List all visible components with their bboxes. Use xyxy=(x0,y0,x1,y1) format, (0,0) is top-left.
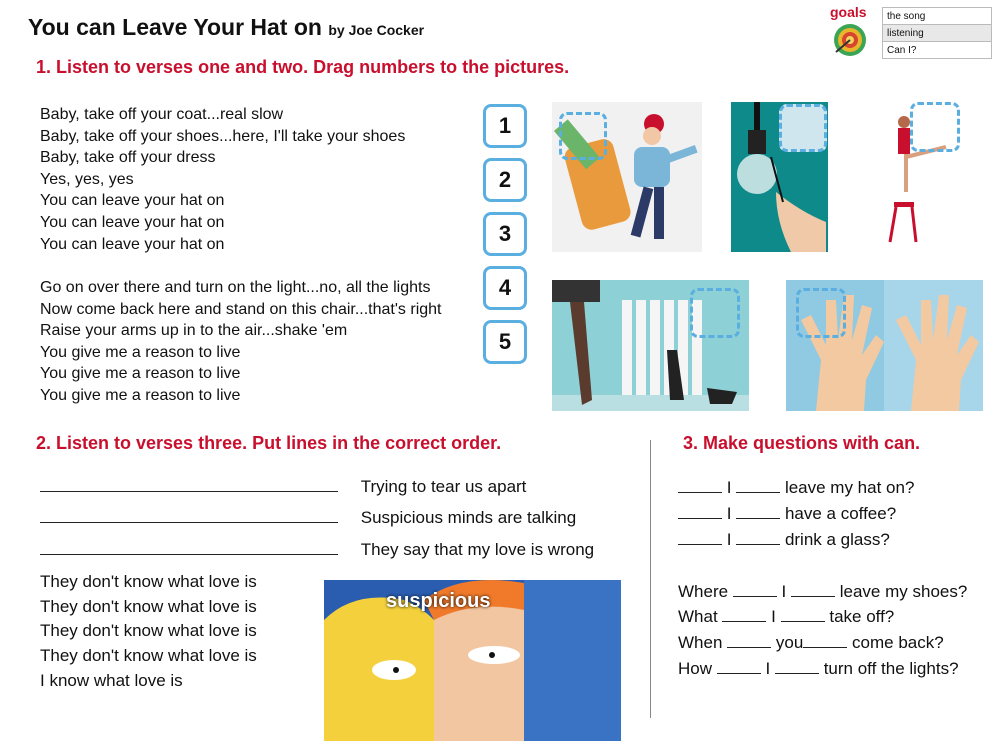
question-row xyxy=(678,530,890,550)
lyric-line: They don't know what love is xyxy=(40,572,257,591)
question-row xyxy=(678,633,944,653)
question-word: I xyxy=(726,530,732,549)
question-word: I xyxy=(726,504,732,523)
question-word: Where xyxy=(678,582,729,601)
drop-target[interactable] xyxy=(690,288,740,338)
goals-table xyxy=(882,7,992,59)
picture-coat xyxy=(552,102,702,252)
question-word: What xyxy=(678,607,718,626)
goal-item: listening xyxy=(883,25,992,42)
lyric-line: You give me a reason to live xyxy=(40,386,241,404)
answer-blank[interactable] xyxy=(40,540,338,555)
answer-blank[interactable] xyxy=(717,659,761,674)
order-row xyxy=(40,508,576,528)
verse-one xyxy=(40,104,405,255)
question-text: take off? xyxy=(829,607,895,626)
question-row xyxy=(678,504,896,524)
lyric-line: Raise your arms up in to the air...shake 'em xyxy=(40,322,348,340)
goals-label: goals xyxy=(830,4,867,20)
question-row xyxy=(678,582,967,602)
answer-blank[interactable] xyxy=(727,633,771,648)
picture-shoes xyxy=(552,280,749,411)
answer-blank[interactable] xyxy=(775,659,819,674)
lyric-line: Baby, take off your shoes...here, I'll take your shoes xyxy=(40,127,406,145)
drop-target[interactable] xyxy=(779,104,827,152)
drag-number-2[interactable]: 2 xyxy=(483,158,527,202)
lyric-line: They don't know what love is xyxy=(40,646,257,666)
answer-blank[interactable] xyxy=(722,607,766,622)
lyric-line: I know what love is xyxy=(40,670,183,690)
picture-light xyxy=(731,102,828,252)
order-row xyxy=(40,540,594,560)
lyric-line: Baby, take off your dress xyxy=(40,149,216,167)
question-word: When xyxy=(678,633,723,652)
section3-heading: 3. Make questions with can. xyxy=(683,433,921,453)
lyric-line: They don't know what love is xyxy=(40,596,257,616)
lyric-line: Now come back here and stand on this chair...that's right xyxy=(40,300,442,318)
answer-blank[interactable] xyxy=(791,582,835,597)
goal-item: the song xyxy=(883,8,992,25)
lyric-line: Baby, take off your coat...real slow xyxy=(40,106,284,123)
question-text: turn off the lights? xyxy=(823,659,959,678)
verse-two xyxy=(40,277,442,407)
answer-blank[interactable] xyxy=(736,504,780,519)
song-artist: by Joe Cocker xyxy=(328,22,425,38)
question-row xyxy=(678,659,959,679)
question-text: leave my hat on? xyxy=(784,478,915,497)
picture-hands xyxy=(786,280,983,411)
question-word: I xyxy=(781,582,787,601)
answer-blank[interactable] xyxy=(781,607,825,622)
song-title: You can Leave Your Hat on xyxy=(28,14,322,40)
suspicious-meme xyxy=(324,580,621,741)
answer-blank[interactable] xyxy=(736,530,780,545)
answer-blank[interactable] xyxy=(678,530,722,545)
lyric-line: They don't know what love is xyxy=(40,621,257,641)
goal-item: Can I? xyxy=(883,42,992,59)
question-text: have a coffee? xyxy=(784,504,897,523)
answer-blank[interactable] xyxy=(40,508,338,523)
question-row xyxy=(678,607,894,627)
question-word: I xyxy=(771,607,776,626)
answer-blank[interactable] xyxy=(678,504,722,519)
lyric-line: Go on over there and turn on the light...no, all the lights xyxy=(40,279,431,296)
order-line[interactable]: Suspicious minds are talking xyxy=(360,508,577,527)
question-row xyxy=(678,478,914,498)
question-text: drink a glass? xyxy=(784,530,890,549)
column-divider xyxy=(650,440,651,718)
drop-target[interactable] xyxy=(910,102,960,152)
answer-blank[interactable] xyxy=(40,477,338,492)
target-icon xyxy=(832,22,868,58)
section2-heading: 2. Listen to verses three. Put lines in the correct order. xyxy=(36,433,502,453)
lyric-line: You can leave your hat on xyxy=(40,213,225,231)
order-row xyxy=(40,477,526,497)
drag-number-3[interactable]: 3 xyxy=(483,212,527,256)
drop-target[interactable] xyxy=(559,112,607,160)
drag-number-5[interactable]: 5 xyxy=(483,320,527,364)
answer-blank[interactable] xyxy=(678,478,722,493)
lyric-line: You give me a reason to live xyxy=(40,343,241,361)
lyric-line: You can leave your hat on xyxy=(40,235,225,253)
chorus xyxy=(40,570,257,694)
meme-caption: suspicious xyxy=(386,590,491,612)
question-word: How xyxy=(678,659,713,678)
order-line[interactable]: They say that my love is wrong xyxy=(360,540,595,559)
question-text: leave my shoes? xyxy=(839,582,968,601)
answer-blank[interactable] xyxy=(736,478,780,493)
drop-target[interactable] xyxy=(796,288,846,338)
lyric-line: You give me a reason to live xyxy=(40,365,241,383)
lyric-line: Yes, yes, yes xyxy=(40,170,134,188)
lyric-line: You can leave your hat on xyxy=(40,192,225,210)
question-word: you xyxy=(775,633,804,652)
drag-number-1[interactable]: 1 xyxy=(483,104,527,148)
answer-blank[interactable] xyxy=(733,582,777,597)
answer-blank[interactable] xyxy=(803,633,847,648)
question-word: I xyxy=(765,659,771,678)
question-word: I xyxy=(726,478,732,497)
section1-heading: 1. Listen to verses one and two. Drag numbers to the pictures. xyxy=(36,57,570,77)
question-text: come back? xyxy=(852,633,944,652)
order-line[interactable]: Trying to tear us apart xyxy=(360,477,527,496)
page-title xyxy=(28,14,424,41)
drag-number-4[interactable]: 4 xyxy=(483,266,527,310)
picture-chair xyxy=(876,102,966,252)
